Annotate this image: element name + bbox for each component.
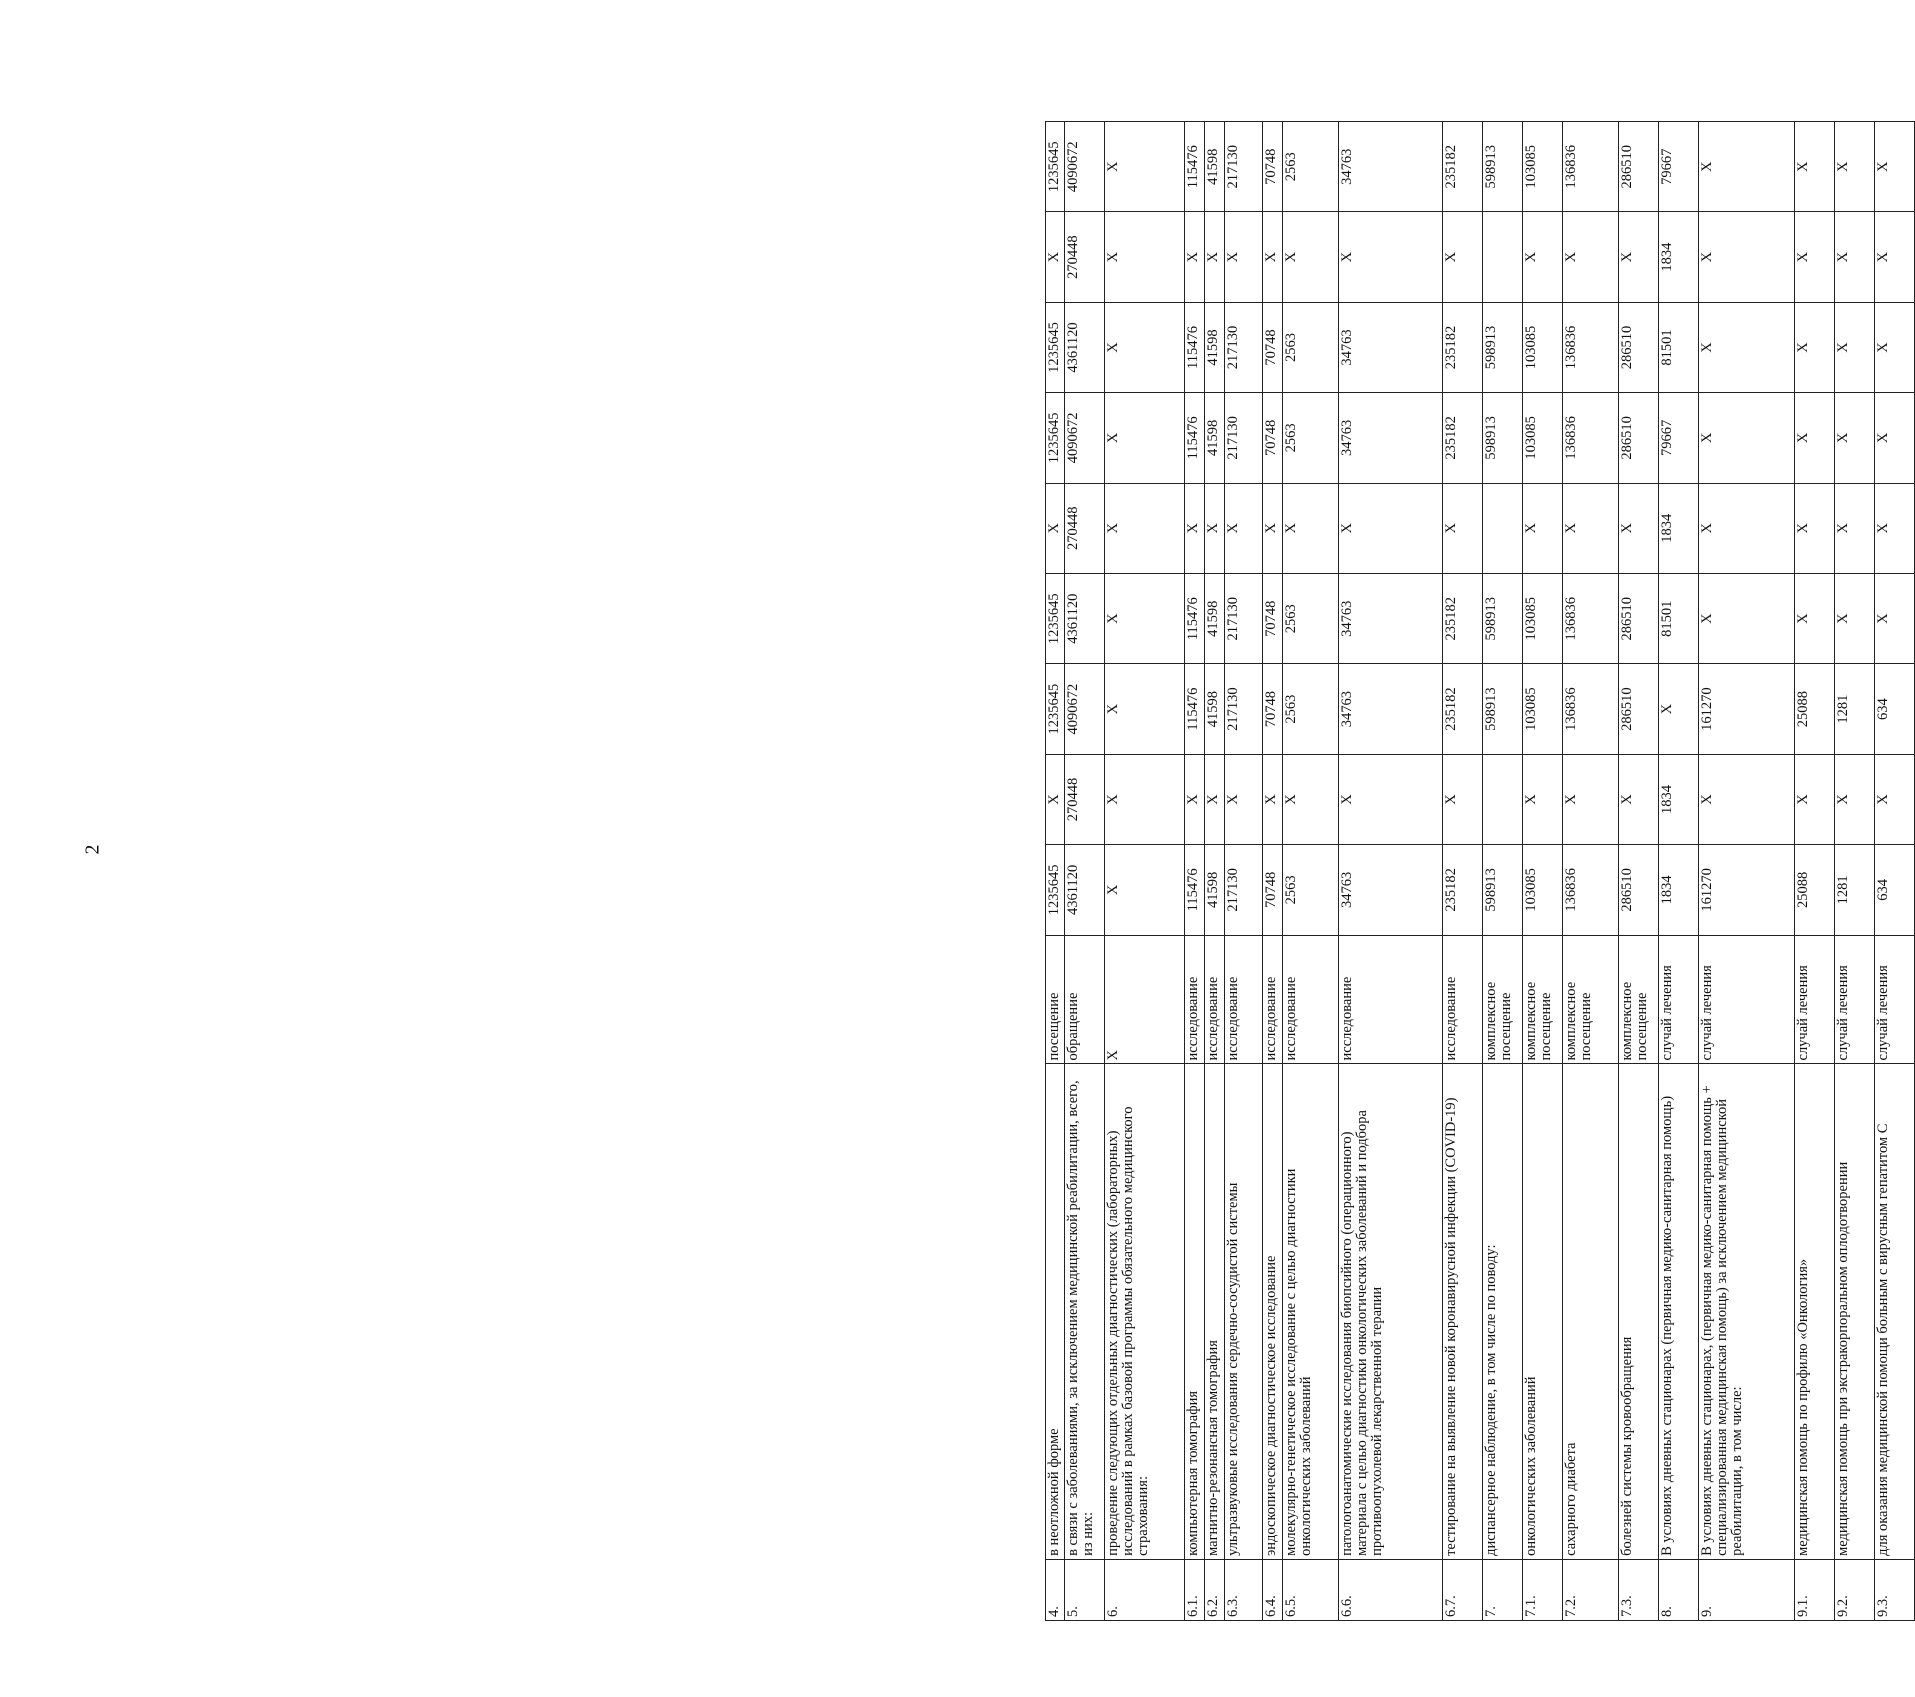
value-cell: 115476 — [1185, 573, 1205, 663]
value-cell: X — [1443, 212, 1483, 302]
row-number-cell: 6.5. — [1283, 1559, 1339, 1620]
value-cell: 103085 — [1523, 393, 1563, 483]
unit-cell: случай лечения — [1659, 935, 1699, 1064]
value-cell: X — [1835, 754, 1875, 844]
value-cell: X — [1443, 483, 1483, 573]
value-cell: 235182 — [1443, 302, 1483, 392]
row-number-cell: 6.3. — [1225, 1559, 1263, 1620]
row-name-cell: магнитно-резонансная томография — [1205, 1064, 1225, 1559]
value-cell: X — [1523, 483, 1563, 573]
value-cell: 115476 — [1185, 664, 1205, 754]
value-cell: 103085 — [1523, 122, 1563, 212]
value-cell: X — [1699, 302, 1795, 392]
value-cell: 270448 — [1065, 754, 1105, 844]
value-cell: 217130 — [1225, 664, 1263, 754]
value-cell: 235182 — [1443, 393, 1483, 483]
value-cell: 41598 — [1205, 845, 1225, 935]
value-cell: X — [1105, 302, 1185, 392]
value-cell: X — [1795, 483, 1835, 573]
value-cell: X — [1283, 483, 1339, 573]
value-cell: 598913 — [1483, 845, 1523, 935]
unit-cell: исследование — [1205, 935, 1225, 1064]
value-cell: X — [1699, 122, 1795, 212]
value-cell: X — [1875, 483, 1915, 573]
value-cell: 2563 — [1283, 664, 1339, 754]
unit-cell: исследование — [1443, 935, 1483, 1064]
unit-cell: комплексное посещение — [1483, 935, 1523, 1064]
row-name-cell: сахарного диабета — [1563, 1064, 1619, 1559]
row-number-cell: 6.4. — [1263, 1559, 1283, 1620]
table-row — [1105, 122, 1185, 1621]
row-name-cell: медицинская помощь при экстракорпоральном оплодотворении — [1835, 1064, 1875, 1559]
row-number-cell: 7.1. — [1523, 1559, 1563, 1620]
value-cell: 270448 — [1065, 483, 1105, 573]
value-cell: 41598 — [1205, 122, 1225, 212]
value-cell: X — [1443, 754, 1483, 844]
value-cell: X — [1225, 212, 1263, 302]
row-name-cell: тестирование на выявление новой коронавирусной инфекции (COVID-19) — [1443, 1064, 1483, 1559]
row-name-cell: В условиях дневных стационарах (первичная медико-санитарная помощь) — [1659, 1064, 1699, 1559]
value-cell: X — [1105, 754, 1185, 844]
value-cell — [1483, 754, 1523, 844]
row-name-cell: болезней системы кровообращения — [1619, 1064, 1659, 1559]
value-cell: 70748 — [1263, 393, 1283, 483]
value-cell: X — [1263, 483, 1283, 573]
unit-cell: исследование — [1185, 935, 1205, 1064]
value-cell: 217130 — [1225, 302, 1263, 392]
value-cell: 4090672 — [1065, 122, 1105, 212]
value-cell: 103085 — [1523, 302, 1563, 392]
value-cell: X — [1699, 483, 1795, 573]
value-cell: 598913 — [1483, 302, 1523, 392]
value-cell: X — [1875, 393, 1915, 483]
row-number-cell: 9.3. — [1875, 1559, 1915, 1620]
unit-cell: исследование — [1225, 935, 1263, 1064]
value-cell: X — [1225, 754, 1263, 844]
value-cell: 41598 — [1205, 664, 1225, 754]
unit-cell: исследование — [1283, 935, 1339, 1064]
value-cell — [1483, 212, 1523, 302]
row-name-cell: диспансерное наблюдение, в том числе по поводу: — [1483, 1064, 1523, 1559]
value-cell: 634 — [1875, 664, 1915, 754]
value-cell: 34763 — [1339, 122, 1443, 212]
unit-cell: комплексное посещение — [1523, 935, 1563, 1064]
value-cell: 217130 — [1225, 122, 1263, 212]
table-row — [1065, 122, 1105, 1621]
row-name-cell: В условиях дневных стационарах, (первичная медико-санитарная помощь + специализированная медицинская помощь) за исключением медицинской реабилитации, в том числе: — [1699, 1064, 1795, 1559]
row-number-cell: 9.1. — [1795, 1559, 1835, 1620]
row-number-cell: 6. — [1105, 1559, 1185, 1620]
value-cell: 70748 — [1263, 573, 1283, 663]
value-cell: 115476 — [1185, 122, 1205, 212]
row-name-cell: компьютерная томография — [1185, 1064, 1205, 1559]
value-cell: 270448 — [1065, 212, 1105, 302]
value-cell: X — [1619, 212, 1659, 302]
unit-cell: исследование — [1339, 935, 1443, 1064]
value-cell: X — [1699, 393, 1795, 483]
table-row — [1795, 122, 1835, 1621]
value-cell: X — [1795, 573, 1835, 663]
table-row — [1619, 122, 1659, 1621]
value-cell: X — [1185, 754, 1205, 844]
value-cell: X — [1205, 212, 1225, 302]
value-cell: 2563 — [1283, 393, 1339, 483]
value-cell: X — [1105, 393, 1185, 483]
value-cell: 1834 — [1659, 845, 1699, 935]
value-cell: 34763 — [1339, 664, 1443, 754]
unit-cell: комплексное посещение — [1563, 935, 1619, 1064]
value-cell: X — [1339, 483, 1443, 573]
value-cell: 2563 — [1283, 845, 1339, 935]
value-cell — [1483, 483, 1523, 573]
value-cell: X — [1619, 754, 1659, 844]
value-cell: X — [1523, 754, 1563, 844]
value-cell: X — [1105, 845, 1185, 935]
value-cell: X — [1046, 212, 1065, 302]
value-cell: X — [1105, 664, 1185, 754]
value-cell: X — [1205, 483, 1225, 573]
value-cell: 34763 — [1339, 845, 1443, 935]
row-number-cell: 6.6. — [1339, 1559, 1443, 1620]
row-number-cell: 6.1. — [1185, 1559, 1205, 1620]
value-cell: X — [1105, 483, 1185, 573]
table-row — [1483, 122, 1523, 1621]
value-cell: X — [1795, 122, 1835, 212]
value-cell: 1834 — [1659, 754, 1699, 844]
table-row — [1659, 122, 1699, 1621]
value-cell: 34763 — [1339, 302, 1443, 392]
value-cell: 115476 — [1185, 302, 1205, 392]
row-number-cell: 6.2. — [1205, 1559, 1225, 1620]
value-cell: 286510 — [1619, 122, 1659, 212]
value-cell: 34763 — [1339, 393, 1443, 483]
value-cell: X — [1795, 212, 1835, 302]
value-cell: 136836 — [1563, 664, 1619, 754]
value-cell: X — [1699, 754, 1795, 844]
value-cell: 235182 — [1443, 664, 1483, 754]
row-name-cell: онкологических заболеваний — [1523, 1064, 1563, 1559]
unit-cell: случай лечения — [1699, 935, 1795, 1064]
unit-cell: посещение — [1046, 935, 1065, 1064]
row-number-cell: 7.2. — [1563, 1559, 1619, 1620]
value-cell: X — [1659, 664, 1699, 754]
value-cell: 235182 — [1443, 122, 1483, 212]
page-number: 2 — [81, 844, 104, 855]
value-cell: X — [1835, 483, 1875, 573]
value-cell: 2563 — [1283, 573, 1339, 663]
value-cell: 4361120 — [1065, 573, 1105, 663]
value-cell: 235182 — [1443, 845, 1483, 935]
row-number-cell: 5. — [1065, 1559, 1105, 1620]
value-cell: 1235645 — [1046, 664, 1065, 754]
value-cell: X — [1835, 212, 1875, 302]
value-cell: 4090672 — [1065, 664, 1105, 754]
unit-cell: случай лечения — [1795, 935, 1835, 1064]
table-row — [1443, 122, 1483, 1621]
value-cell: 286510 — [1619, 302, 1659, 392]
value-cell: 1235645 — [1046, 845, 1065, 935]
value-cell: X — [1875, 212, 1915, 302]
value-cell: X — [1339, 212, 1443, 302]
unit-cell: X — [1105, 935, 1185, 1064]
value-cell: 1281 — [1835, 845, 1875, 935]
row-name-cell: в связи с заболеваниями, за исключением медицинской реабилитации, всего, из них: — [1065, 1064, 1105, 1559]
table-row — [1225, 122, 1263, 1621]
value-cell: 217130 — [1225, 845, 1263, 935]
value-cell: 41598 — [1205, 393, 1225, 483]
unit-cell: исследование — [1263, 935, 1283, 1064]
value-cell: 4090672 — [1065, 393, 1105, 483]
value-cell: X — [1283, 212, 1339, 302]
value-cell: 34763 — [1339, 573, 1443, 663]
value-cell: 25088 — [1795, 845, 1835, 935]
value-cell: 235182 — [1443, 573, 1483, 663]
row-number-cell: 7.3. — [1619, 1559, 1659, 1620]
value-cell: 2563 — [1283, 302, 1339, 392]
value-cell: 103085 — [1523, 573, 1563, 663]
value-cell: X — [1835, 573, 1875, 663]
table-row — [1339, 122, 1443, 1621]
row-name-cell: проведение следующих отдельных диагностических (лабораторных) исследований в рамках базовой программы обязательного медицинского страхования: — [1105, 1064, 1185, 1559]
value-cell: X — [1563, 754, 1619, 844]
value-cell: 1834 — [1659, 483, 1699, 573]
value-cell: 1235645 — [1046, 393, 1065, 483]
row-number-cell: 9.2. — [1835, 1559, 1875, 1620]
value-cell: X — [1699, 212, 1795, 302]
value-cell: 217130 — [1225, 573, 1263, 663]
unit-cell: случай лечения — [1835, 935, 1875, 1064]
table-row — [1283, 122, 1339, 1621]
unit-cell: комплексное посещение — [1619, 935, 1659, 1064]
value-cell: X — [1205, 754, 1225, 844]
value-cell: 598913 — [1483, 393, 1523, 483]
value-cell: 598913 — [1483, 664, 1523, 754]
row-number-cell: 7. — [1483, 1559, 1523, 1620]
value-cell: X — [1225, 483, 1263, 573]
value-cell: 81501 — [1659, 302, 1699, 392]
value-cell: X — [1263, 754, 1283, 844]
table-row — [1875, 122, 1915, 1621]
value-cell: 103085 — [1523, 664, 1563, 754]
value-cell: 70748 — [1263, 122, 1283, 212]
value-cell: X — [1283, 754, 1339, 844]
rotated-table-container — [1045, 121, 1913, 1621]
value-cell: 2563 — [1283, 122, 1339, 212]
table-row — [1205, 122, 1225, 1621]
value-cell: 136836 — [1563, 393, 1619, 483]
row-name-cell: в неотложной форме — [1046, 1064, 1065, 1559]
table-row — [1699, 122, 1795, 1621]
value-cell: 1834 — [1659, 212, 1699, 302]
value-cell: X — [1875, 754, 1915, 844]
value-cell: X — [1046, 483, 1065, 573]
value-cell: 598913 — [1483, 122, 1523, 212]
table-row — [1263, 122, 1283, 1621]
value-cell: X — [1185, 212, 1205, 302]
value-cell: 1281 — [1835, 664, 1875, 754]
table-row — [1835, 122, 1875, 1621]
value-cell: 79667 — [1659, 393, 1699, 483]
value-cell: X — [1835, 393, 1875, 483]
value-cell: 634 — [1875, 845, 1915, 935]
value-cell: X — [1263, 212, 1283, 302]
value-cell: 161270 — [1699, 664, 1795, 754]
value-cell: 115476 — [1185, 845, 1205, 935]
value-cell: X — [1835, 302, 1875, 392]
value-cell: X — [1875, 122, 1915, 212]
value-cell: 136836 — [1563, 573, 1619, 663]
value-cell: 41598 — [1205, 573, 1225, 663]
value-cell: 136836 — [1563, 302, 1619, 392]
value-cell: 41598 — [1205, 302, 1225, 392]
value-cell: 70748 — [1263, 664, 1283, 754]
value-cell: X — [1046, 754, 1065, 844]
row-name-cell: молекулярно-генетическое исследование с целью диагностики онкологических заболеваний — [1283, 1064, 1339, 1559]
value-cell: X — [1699, 573, 1795, 663]
value-cell: X — [1185, 483, 1205, 573]
value-cell: 1235645 — [1046, 573, 1065, 663]
row-number-cell: 8. — [1659, 1559, 1699, 1620]
row-number-cell: 6.7. — [1443, 1559, 1483, 1620]
value-cell: X — [1105, 212, 1185, 302]
table-row — [1046, 122, 1065, 1621]
value-cell: 286510 — [1619, 573, 1659, 663]
value-cell: X — [1875, 302, 1915, 392]
value-cell: X — [1563, 483, 1619, 573]
unit-cell: обращение — [1065, 935, 1105, 1064]
value-cell: 79667 — [1659, 122, 1699, 212]
value-cell: 103085 — [1523, 845, 1563, 935]
row-name-cell: медицинская помощь по профилю «Онкология» — [1795, 1064, 1835, 1559]
table-row — [1185, 122, 1205, 1621]
value-cell: X — [1795, 393, 1835, 483]
value-cell: X — [1523, 212, 1563, 302]
value-cell: 70748 — [1263, 302, 1283, 392]
value-cell: X — [1619, 483, 1659, 573]
row-number-cell: 9. — [1699, 1559, 1795, 1620]
value-cell: X — [1875, 573, 1915, 663]
row-number-cell: 4. — [1046, 1559, 1065, 1620]
row-name-cell: патологоанатомические исследования биопсийного (операционного) материала с целью диагностики онкологических заболеваний и подбора противоопухолевой лекарственной терапии — [1339, 1064, 1443, 1559]
volume-table — [1045, 121, 1915, 1621]
value-cell: X — [1795, 302, 1835, 392]
value-cell: 115476 — [1185, 393, 1205, 483]
value-cell: 286510 — [1619, 664, 1659, 754]
value-cell: 161270 — [1699, 845, 1795, 935]
row-name-cell: ультразвуковые исследования сердечно-сосудистой системы — [1225, 1064, 1263, 1559]
value-cell: 81501 — [1659, 573, 1699, 663]
value-cell: 25088 — [1795, 664, 1835, 754]
value-cell: 136836 — [1563, 122, 1619, 212]
table-row — [1563, 122, 1619, 1621]
value-cell: 286510 — [1619, 393, 1659, 483]
table-body — [1046, 122, 1915, 1621]
value-cell: 1235645 — [1046, 122, 1065, 212]
value-cell: X — [1795, 754, 1835, 844]
value-cell: 217130 — [1225, 393, 1263, 483]
value-cell: 1235645 — [1046, 302, 1065, 392]
row-name-cell: эндоскопическое диагностическое исследование — [1263, 1064, 1283, 1559]
value-cell: X — [1835, 122, 1875, 212]
table-row — [1523, 122, 1563, 1621]
value-cell: 4361120 — [1065, 302, 1105, 392]
unit-cell: случай лечения — [1875, 935, 1915, 1064]
value-cell: X — [1105, 122, 1185, 212]
value-cell: 4361120 — [1065, 845, 1105, 935]
value-cell: 598913 — [1483, 573, 1523, 663]
value-cell: 136836 — [1563, 845, 1619, 935]
value-cell: X — [1563, 212, 1619, 302]
value-cell: 70748 — [1263, 845, 1283, 935]
row-name-cell: для оказания медицинской помощи больным с вирусным гепатитом С — [1875, 1064, 1915, 1559]
value-cell: 286510 — [1619, 845, 1659, 935]
value-cell: X — [1105, 573, 1185, 663]
value-cell: X — [1339, 754, 1443, 844]
